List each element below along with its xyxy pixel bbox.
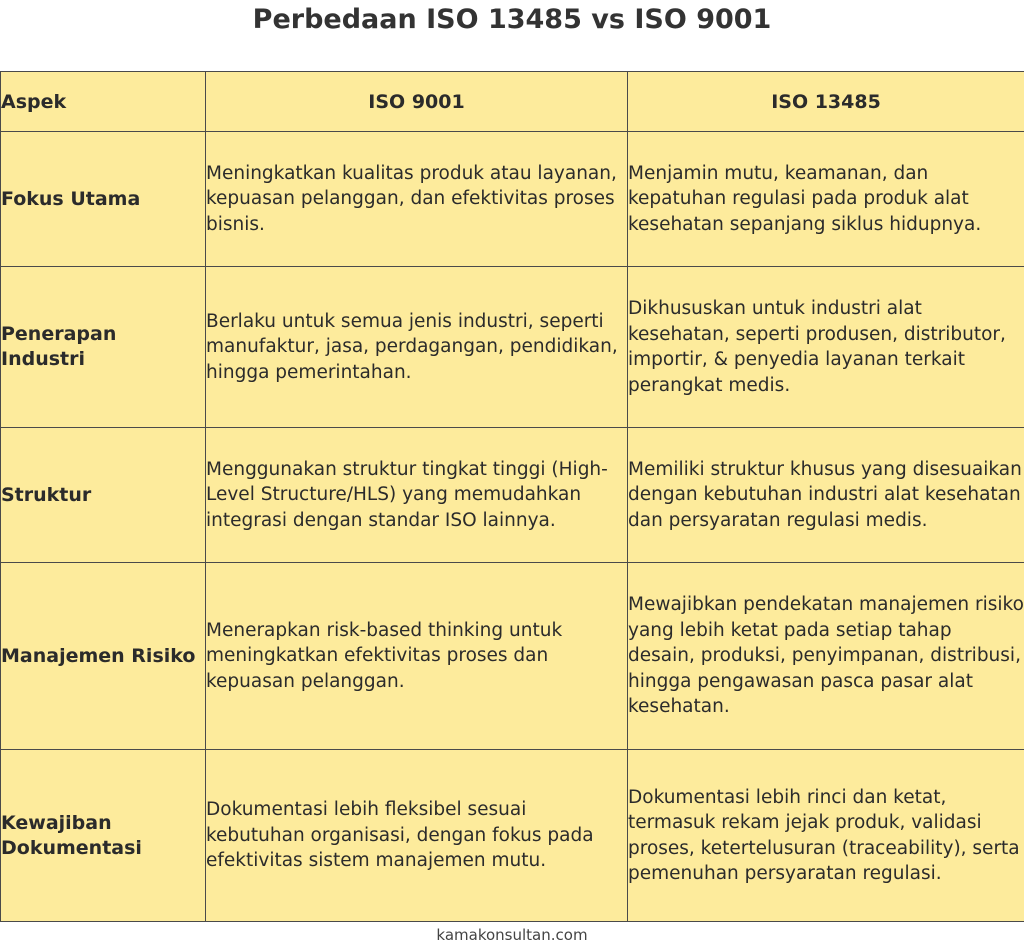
- footer-source: kamakonsultan.com: [436, 926, 588, 944]
- iso9001-cell: Menggunakan struktur tingkat tinggi (High-Level Structure/HLS) yang memudahkan integrasi dengan standar ISO lainnya.: [206, 428, 628, 563]
- iso9001-cell: Berlaku untuk semua jenis industri, seperti manufaktur, jasa, perdagangan, pendidikan, hingga pemerintahan.: [206, 267, 628, 428]
- aspect-cell: Kewajiban Dokumentasi: [1, 750, 206, 922]
- header-aspek: Aspek: [1, 72, 206, 132]
- header-iso-9001: ISO 9001: [206, 72, 628, 132]
- header-iso-13485: ISO 13485: [628, 72, 1024, 132]
- aspect-cell: Fokus Utama: [1, 132, 206, 267]
- table-row: [1, 428, 1024, 563]
- table-header-row: [1, 72, 1024, 132]
- iso13485-cell: Memiliki struktur khusus yang disesuaikan dengan kebutuhan industri alat kesehatan dan persyaratan regulasi medis.: [628, 428, 1024, 563]
- iso13485-cell: Dokumentasi lebih rinci dan ketat, termasuk rekam jejak produk, validasi proses, ketertelusuran (traceability), serta pemenuhan persyaratan regulasi.: [628, 750, 1024, 922]
- iso13485-cell: Mewajibkan pendekatan manajemen risiko yang lebih ketat pada setiap tahap desain, produksi, penyimpanan, distribusi, hingga pengawasan pasca pasar alat kesehatan.: [628, 563, 1024, 750]
- table-row: [1, 132, 1024, 267]
- aspect-cell: Penerapan Industri: [1, 267, 206, 428]
- comparison-table: [0, 71, 1024, 922]
- aspect-cell: Manajemen Risiko: [1, 563, 206, 750]
- iso13485-cell: Dikhususkan untuk industri alat kesehatan, seperti produsen, distributor, importir, & penyedia layanan terkait perangkat medis.: [628, 267, 1024, 428]
- iso13485-cell: Menjamin mutu, keamanan, dan kepatuhan regulasi pada produk alat kesehatan sepanjang siklus hidupnya.: [628, 132, 1024, 267]
- iso9001-cell: Menerapkan risk-based thinking untuk meningkatkan efektivitas proses dan kepuasan pelanggan.: [206, 563, 628, 750]
- iso9001-cell: Meningkatkan kualitas produk atau layanan, kepuasan pelanggan, dan efektivitas proses bisnis.: [206, 132, 628, 267]
- iso9001-cell: Dokumentasi lebih fleksibel sesuai kebutuhan organisasi, dengan fokus pada efektivitas sistem manajemen mutu.: [206, 750, 628, 922]
- table-row: [1, 563, 1024, 750]
- table-row: [1, 267, 1024, 428]
- table-row: [1, 750, 1024, 922]
- page-title: Perbedaan ISO 13485 vs ISO 9001: [252, 4, 772, 35]
- aspect-cell: Struktur: [1, 428, 206, 563]
